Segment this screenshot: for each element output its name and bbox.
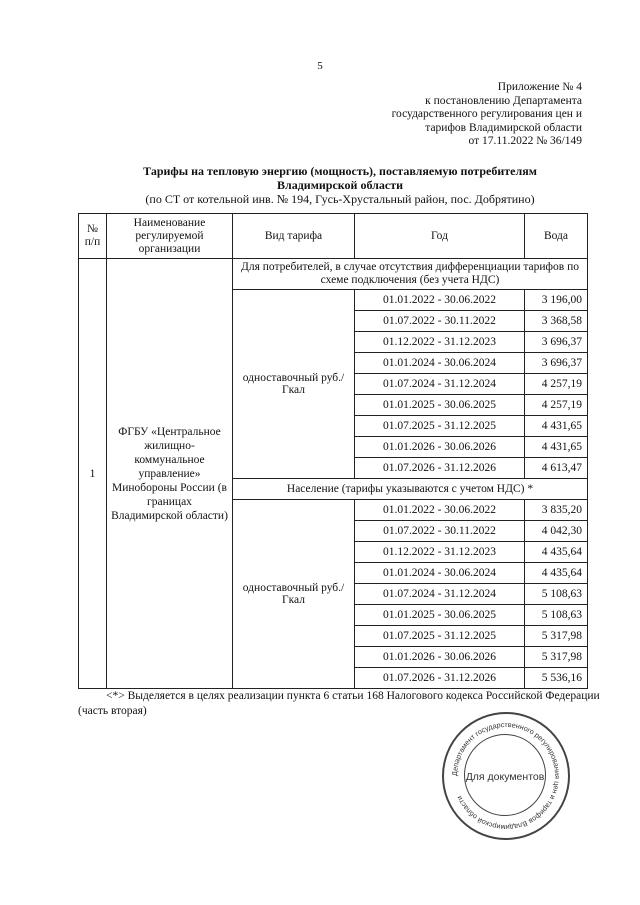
period-cell: 01.01.2025 - 30.06.2025 [355, 605, 525, 626]
appendix-line: Приложение № 4 [497, 81, 582, 93]
value-cell: 3 696,37 [525, 332, 588, 353]
appendix-line: от 17.11.2022 № 36/149 [468, 135, 582, 147]
stamp-ring-text: Департамент государственного регулирования цен и тарифов Владимирской области [449, 719, 563, 833]
value-cell: 3 368,58 [525, 311, 588, 332]
organization-name: ФГБУ «Центральное жилищно-коммунальное управление» Минобороны России (в границах Владимирской области) [107, 259, 233, 689]
period-cell: 01.07.2025 - 31.12.2025 [355, 416, 525, 437]
period-cell: 01.07.2024 - 31.12.2024 [355, 584, 525, 605]
footnote: <*> Выделяется в целях реализации пункта 6 статьи 168 Налогового кодекса Российской Федерации (часть вторая) [78, 690, 600, 717]
page-number: 5 [317, 60, 323, 72]
section-title: Население (тарифы указываются с учетом НДС) * [233, 479, 588, 500]
value-cell: 5 108,63 [525, 584, 588, 605]
table-header-row [79, 214, 588, 259]
header-org: Наименование регулируемой организации [107, 214, 233, 259]
period-cell: 01.01.2026 - 30.06.2026 [355, 647, 525, 668]
period-cell: 01.07.2025 - 31.12.2025 [355, 626, 525, 647]
period-cell: 01.01.2025 - 30.06.2025 [355, 395, 525, 416]
value-cell: 4 431,65 [525, 437, 588, 458]
value-cell: 4 257,19 [525, 395, 588, 416]
header-year: Год [355, 214, 525, 259]
period-cell: 01.07.2022 - 30.11.2022 [355, 521, 525, 542]
value-cell: 5 536,16 [525, 668, 588, 689]
period-cell: 01.07.2024 - 31.12.2024 [355, 374, 525, 395]
value-cell: 4 257,19 [525, 374, 588, 395]
period-cell: 01.07.2026 - 31.12.2026 [355, 668, 525, 689]
header-type: Вид тарифа [233, 214, 355, 259]
period-cell: 01.01.2022 - 30.06.2022 [355, 290, 525, 311]
period-cell: 01.01.2022 - 30.06.2022 [355, 500, 525, 521]
value-cell: 3 696,37 [525, 353, 588, 374]
title-line: Владимирской области [276, 178, 404, 192]
period-cell: 01.01.2026 - 30.06.2026 [355, 437, 525, 458]
value-cell: 4 431,65 [525, 416, 588, 437]
value-cell: 5 108,63 [525, 605, 588, 626]
tariff-type: одноставочный руб./Гкал [233, 290, 355, 479]
period-cell: 01.07.2022 - 30.11.2022 [355, 311, 525, 332]
value-cell: 5 317,98 [525, 647, 588, 668]
value-cell: 3 835,20 [525, 500, 588, 521]
header-num: № п/п [79, 214, 107, 259]
appendix-line: к постановлению Департамента [425, 94, 582, 107]
stamp-center-text: Для документов [465, 771, 545, 783]
tariff-table [78, 213, 588, 689]
period-cell: 01.01.2024 - 30.06.2024 [355, 563, 525, 584]
value-cell: 3 196,00 [525, 290, 588, 311]
appendix-line: тарифов Владимирской области [425, 121, 582, 134]
value-cell: 4 435,64 [525, 542, 588, 563]
title-subline: (по СТ от котельной инв. № 194, Гусь-Хрустальный район, пос. Добрятино) [145, 192, 535, 206]
appendix-line: государственного регулирования цен и [391, 108, 582, 120]
period-cell: 01.07.2026 - 31.12.2026 [355, 458, 525, 479]
value-cell: 4 435,64 [525, 563, 588, 584]
row-number: 1 [79, 259, 107, 689]
section-title: Для потребителей, в случае отсутствия дифференциации тарифов по схеме подключения (без учета НДС) [233, 259, 588, 290]
document-stamp [442, 712, 570, 840]
period-cell: 01.01.2024 - 30.06.2024 [355, 353, 525, 374]
value-cell: 5 317,98 [525, 626, 588, 647]
value-cell: 4 613,47 [525, 458, 588, 479]
period-cell: 01.12.2022 - 31.12.2023 [355, 332, 525, 353]
value-cell: 4 042,30 [525, 521, 588, 542]
document-title [90, 164, 590, 206]
appendix-block [342, 81, 582, 149]
header-water: Вода [525, 214, 588, 259]
table-row [79, 259, 588, 290]
period-cell: 01.12.2022 - 31.12.2023 [355, 542, 525, 563]
title-line: Тарифы на тепловую энергию (мощность), поставляемую потребителям [143, 164, 537, 178]
stamp-inner-circle [464, 734, 546, 816]
tariff-type: одноставочный руб./Гкал [233, 500, 355, 689]
